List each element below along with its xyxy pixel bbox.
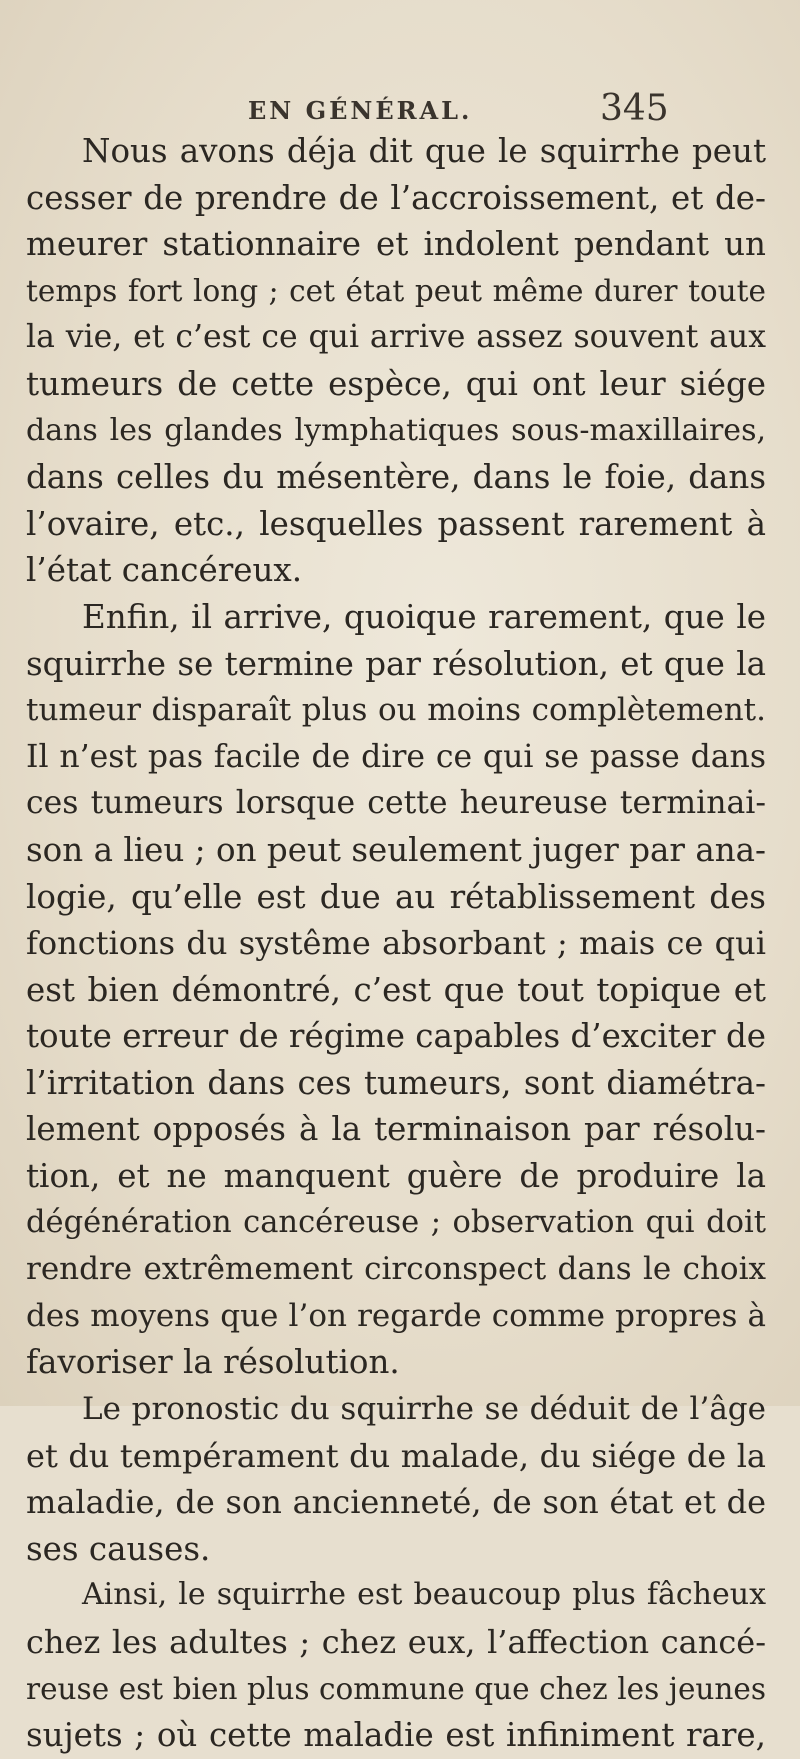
text-line: dans les glandes lymphatiques sous-maxillaires, xyxy=(26,412,766,448)
text-line: reuse est bien plus commune que chez les jeunes xyxy=(26,1671,766,1706)
text-line: tion, et ne manquent guère de produire la xyxy=(26,1157,766,1196)
text-line: favoriser la résolution. xyxy=(26,1343,400,1382)
paragraph-3 xyxy=(26,1386,766,1572)
text-line: cesser de prendre de l’accroissement, et de- xyxy=(26,178,766,217)
text-line: l’état cancéreux. xyxy=(26,551,303,590)
text-line: dégénération cancéreuse ; observation qui doit xyxy=(26,1204,766,1240)
text-line: tumeurs de cette espèce, qui ont leur siége xyxy=(26,364,766,403)
text-line: et du tempérament du malade, du siége de la xyxy=(26,1436,766,1475)
text-line: sujets ; où cette maladie est infiniment rare, xyxy=(26,1716,766,1755)
text-line: son a lieu ; on peut seulement juger par ana- xyxy=(26,830,766,869)
text-line: squirrhe se termine par résolution, et que la xyxy=(26,644,766,683)
text-line: rendre extrêmement circonspect dans le choix xyxy=(26,1251,766,1288)
running-head xyxy=(0,88,800,128)
text-line: est bien démontré, c’est que tout topique et xyxy=(26,970,766,1009)
text-line: lement opposés à la terminaison par résolu- xyxy=(26,1110,766,1149)
text-line: l’ovaire, etc., lesquelles passent rarement à xyxy=(26,504,766,543)
text-line: temps fort long ; cet état peut même durer toute xyxy=(26,273,766,308)
text-line: maladie, de son ancienneté, de son état et de xyxy=(26,1483,766,1522)
text-line: Enfin, il arrive, quoique rarement, que le xyxy=(82,597,766,636)
text-line: dans celles du mésentère, dans le foie, dans xyxy=(26,458,766,497)
running-title: EN GÉNÉRAL. xyxy=(248,96,473,125)
text-line: des moyens que l’on regarde comme propres à xyxy=(26,1297,766,1334)
text-line: Ainsi, le squirrhe est beaucoup plus fâcheux xyxy=(82,1577,766,1613)
text-line: Il n’est pas facile de dire ce qui se passe dans xyxy=(26,738,766,775)
text-line: meurer stationnaire et indolent pendant un xyxy=(26,225,766,264)
paragraph-2 xyxy=(26,594,766,1386)
text-line: Le pronostic du squirrhe se déduit de l’âge xyxy=(82,1391,766,1428)
text-line: fonctions du systême absorbant ; mais ce qui xyxy=(26,924,766,963)
text-line: tumeur disparaît plus ou moins complètement. xyxy=(26,692,766,729)
body-text xyxy=(26,128,766,1759)
paragraph-4 xyxy=(26,1572,766,1758)
page-number: 345 xyxy=(600,88,669,129)
text-line: logie, qu’elle est due au rétablissement des xyxy=(26,877,766,916)
text-line: l’irritation dans ces tumeurs, sont diamétra- xyxy=(26,1063,766,1102)
paragraph-1 xyxy=(26,128,766,594)
text-line: chez les adultes ; chez eux, l’affection cancé- xyxy=(26,1623,766,1661)
text-line: ses causes. xyxy=(26,1529,211,1568)
text-line: toute erreur de régime capables d’exciter de xyxy=(26,1017,766,1056)
text-line: Nous avons déja dit que le squirrhe peut xyxy=(82,132,766,170)
text-line: la vie, et c’est ce qui arrive assez souvent aux xyxy=(26,319,766,356)
text-line: ces tumeurs lorsque cette heureuse terminai- xyxy=(26,785,766,822)
